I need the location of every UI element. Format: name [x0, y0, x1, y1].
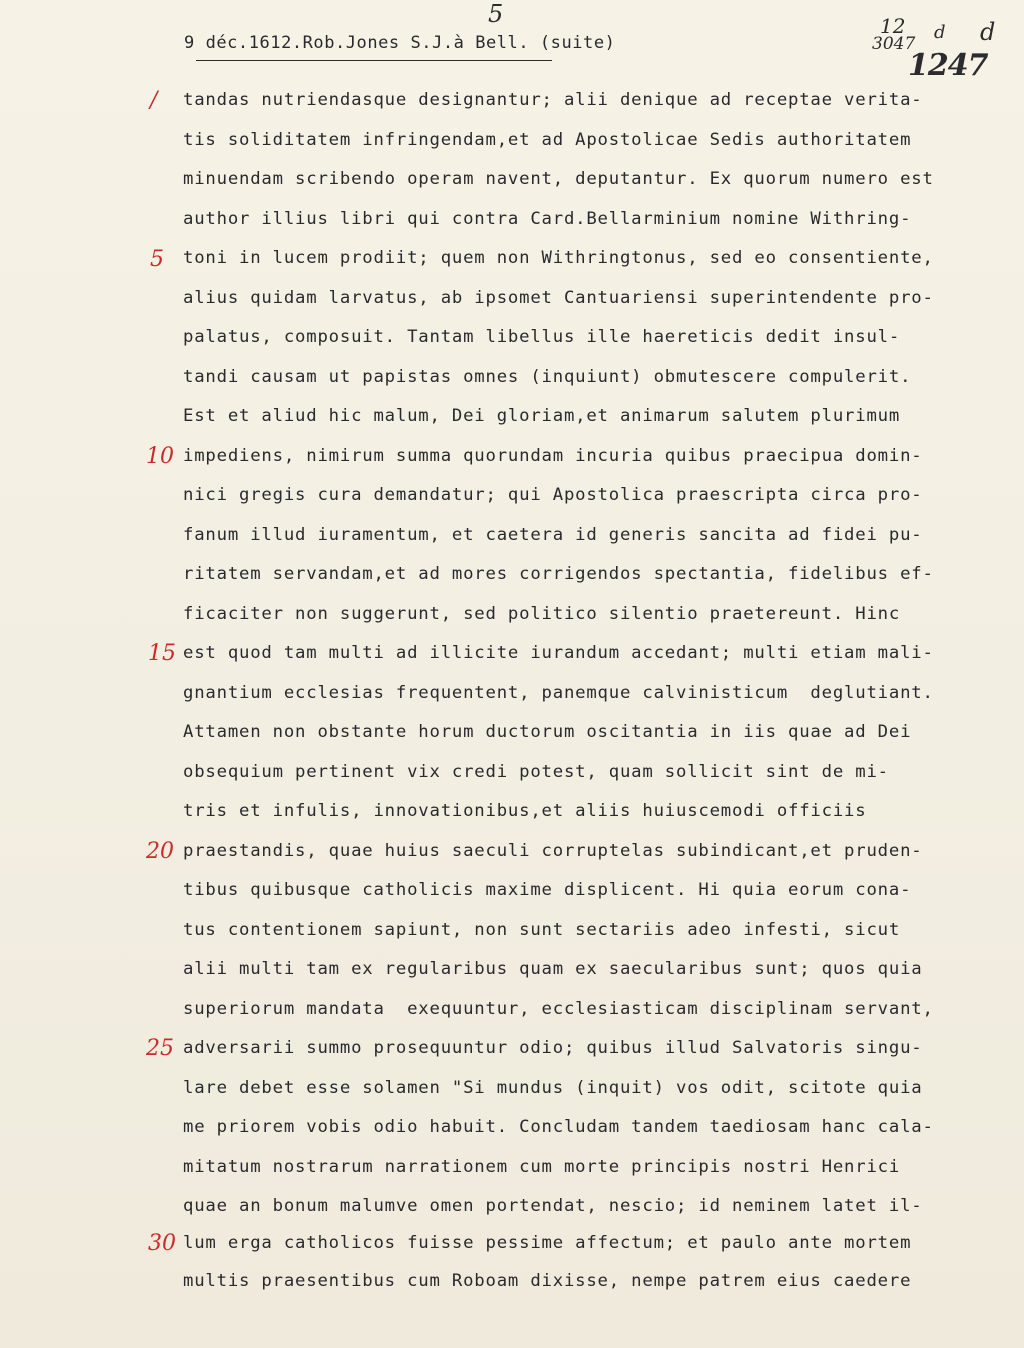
line-marker-start: / — [150, 88, 158, 113]
line-marker-30: 30 — [148, 1231, 176, 1256]
text-line: superiorum mandata exequuntur, ecclesiasticam disciplinam servant, — [183, 999, 934, 1019]
archive-letter-b: d — [980, 18, 996, 46]
text-line: lum erga catholicos fuisse pessime affectum; et paulo ante mortem — [183, 1233, 912, 1253]
line-marker-20: 20 — [146, 839, 174, 864]
text-line: Est et aliud hic malum, Dei gloriam,et animarum salutem plurimum — [183, 406, 901, 426]
text-line: multis praesentibus cum Roboam dixisse, nempe patrem eius caedere — [183, 1271, 912, 1291]
text-line: tis soliditatem infringendam,et ad Apostolicae Sedis authoritatem — [183, 130, 912, 150]
text-line: impediens, nimirum summa quorundam incuria quibus praecipua domin- — [183, 446, 923, 466]
page-number: 5 — [488, 0, 504, 28]
archive-number-top: 12 — [880, 14, 906, 38]
text-line: minuendam scribendo operam navent, deputantur. Ex quorum numero est — [183, 169, 934, 189]
line-marker-15: 15 — [148, 641, 176, 666]
text-line: tibus quibusque catholicis maxime displicent. Hi quia eorum cona- — [183, 880, 912, 900]
text-line: quae an bonum malumve omen portendat, nescio; id neminem latet il- — [183, 1196, 923, 1216]
text-line: toni in lucem prodiit; quem non Withringtonus, sed eo consentiente, — [183, 248, 934, 268]
text-line: lare debet esse solamen "Si mundus (inquit) vos odit, scitote quia — [183, 1078, 923, 1098]
line-marker-5: 5 — [150, 247, 164, 272]
text-line: tandas nutriendasque designantur; alii denique ad receptae verita- — [183, 90, 923, 110]
text-line: ritatem servandam,et ad mores corrigendos spectantia, fidelibus ef- — [183, 564, 934, 584]
text-line: ficaciter non suggerunt, sed politico silentio praetereunt. Hinc — [183, 604, 901, 624]
line-marker-25: 25 — [146, 1036, 174, 1061]
text-line: tris et infulis, innovationibus,et aliis huiuscemodi officiis — [183, 801, 867, 821]
text-line: nici gregis cura demandatur; qui Apostolica praescripta circa pro- — [183, 485, 923, 505]
text-line: gnantium ecclesias frequentent, panemque calvinisticum deglutiant. — [183, 683, 934, 703]
text-line: fanum illud iuramentum, et caetera id generis sancita ad fidei pu- — [183, 525, 923, 545]
text-line: alii multi tam ex regularibus quam ex saecularibus sunt; quos quia — [183, 959, 923, 979]
archive-letter-a: d — [934, 22, 946, 43]
archive-number-struck: 3047 — [872, 34, 916, 54]
text-line: tandi causam ut papistas omnes (inquiunt) obmutescere compulerit. — [183, 367, 912, 387]
text-line: est quod tam multi ad illicite iurandum accedant; multi etiam mali- — [183, 643, 934, 663]
text-line: mitatum nostrarum narrationem cum morte principis nostri Henrici — [183, 1157, 901, 1177]
text-line: alius quidam larvatus, ab ipsomet Cantuariensi superintendente pro- — [183, 288, 934, 308]
text-line: author illius libri qui contra Card.Bellarminium nomine Withring- — [183, 209, 912, 229]
text-line: adversarii summo prosequuntur odio; quibus illud Salvatoris singu- — [183, 1038, 923, 1058]
text-line: praestandis, quae huius saeculi corruptelas subindicant,et pruden- — [183, 841, 923, 861]
text-line: tus contentionem sapiunt, non sunt sectariis adeo infesti, sicut — [183, 920, 901, 940]
text-line: obsequium pertinent vix credi potest, quam sollicit sint de mi- — [183, 762, 889, 782]
header-underline — [196, 60, 552, 61]
line-marker-10: 10 — [146, 444, 174, 469]
document-header: 9 déc.1612.Rob.Jones S.J.à Bell. (suite) — [184, 33, 616, 53]
archive-folio-number: 1247 — [908, 48, 988, 83]
text-line: palatus, composuit. Tantam libellus ille haereticis dedit insul- — [183, 327, 901, 347]
text-line: Attamen non obstante horum ductorum oscitantia in iis quae ad Dei — [183, 722, 912, 742]
text-line: me priorem vobis odio habuit. Concludam tandem taediosam hanc cala- — [183, 1117, 934, 1137]
